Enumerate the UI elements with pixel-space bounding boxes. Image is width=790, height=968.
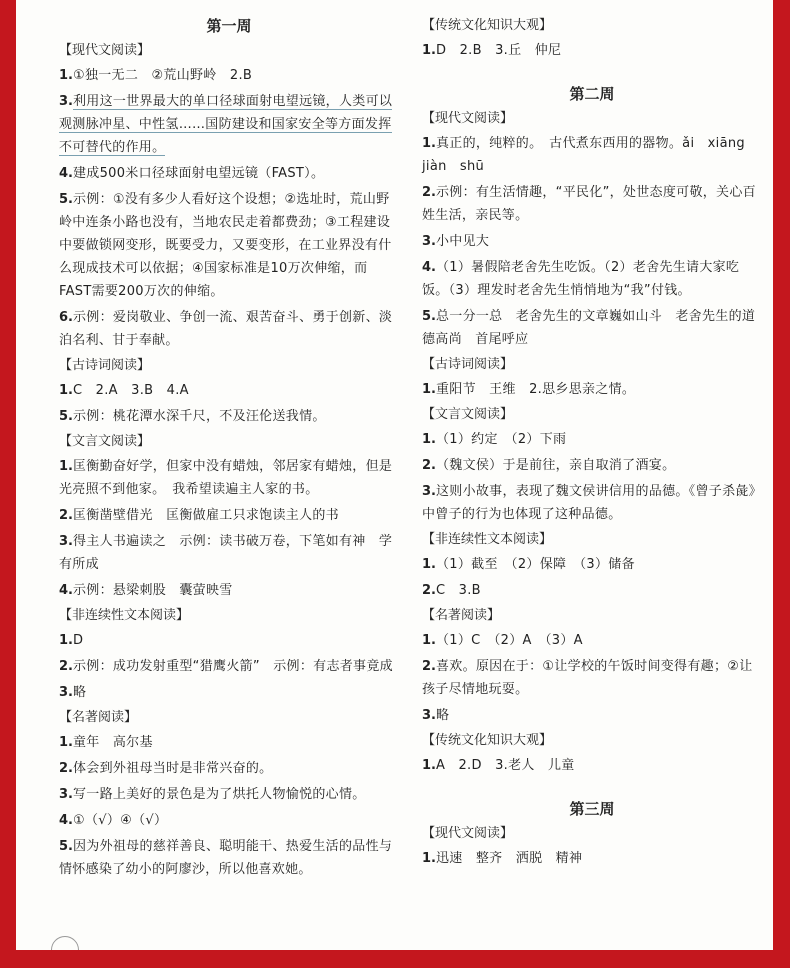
item-number: 1. [422, 382, 436, 397]
answer-item [59, 530, 399, 576]
answer-item [59, 655, 399, 678]
item-text: 这则小故事，表现了魏文侯讲信用的品德。《曾子杀彘》中曾子的行为也体现了这种品德。 [422, 484, 762, 522]
section-heading: 【非连续性文本阅读】 [422, 532, 553, 547]
answer-item [422, 132, 762, 178]
item-number: 1. [59, 735, 73, 750]
item-number: 6. [59, 310, 73, 325]
item-text: 示例：有生活情趣，“平民化”，处世态度可敬，关心百姓生活，亲民等。 [422, 185, 756, 223]
item-number: 1. [59, 633, 73, 648]
item-number: 2. [422, 659, 436, 674]
item-text: 重阳节 王维 2.思乡思亲之情。 [435, 382, 636, 397]
item-text: 利用这一世界最大的单口径球面射电望远镜，人类可以观测脉冲星、中性氢……国防建设和国家安全等方面发挥不可替代的作用。 [59, 94, 393, 155]
section-heading: 【传统文化知识大观】 [422, 733, 553, 748]
item-number: 1. [422, 633, 436, 648]
answer-item [422, 553, 762, 576]
item-number: 1. [422, 136, 436, 151]
item-text: A 2.D 3.老人 儿童 [435, 758, 575, 773]
week3-sections [422, 823, 762, 870]
answer-item [59, 681, 399, 704]
answer-item [422, 428, 762, 451]
right-column [422, 14, 762, 873]
section-heading: 【现代文阅读】 [59, 43, 151, 58]
item-number: 1. [422, 43, 436, 58]
item-number: 2. [59, 508, 73, 523]
item-text: 童年 高尔基 [72, 735, 153, 750]
item-number: 4. [59, 583, 73, 598]
item-number: 5. [59, 409, 73, 424]
answer-item [422, 454, 762, 477]
right-top-sections [422, 15, 762, 62]
section-heading: 【文言文阅读】 [59, 434, 151, 449]
item-text: 示例：①没有多少人看好这个设想；②选址时，荒山野岭中连条小路也没有，当地农民走着都费劲；③工程建设中要做锁网变形，既要受力，又要变形，在工业界没有什么现成技术可以依据；④国家标准是10万次伸缩，而FAST需要200万次的伸缩。 [59, 192, 392, 299]
answer-item [422, 378, 762, 401]
item-number: 2. [422, 583, 436, 598]
item-text: 小中见大 [435, 234, 490, 249]
section-heading: 【古诗词阅读】 [422, 357, 514, 372]
item-number: 5. [422, 309, 436, 324]
answer-item [59, 64, 399, 87]
answer-item [422, 305, 762, 351]
week2-sections [422, 108, 762, 777]
answer-item [59, 783, 399, 806]
section-heading: 【非连续性文本阅读】 [59, 608, 190, 623]
answer-item [422, 39, 762, 62]
item-text: （1）约定 （2）下雨 [435, 432, 567, 447]
answer-item [59, 405, 399, 428]
section-heading: 【传统文化知识大观】 [422, 18, 553, 33]
answer-item [422, 704, 762, 727]
section-heading: 【现代文阅读】 [422, 826, 514, 841]
item-number: 1. [422, 432, 436, 447]
answer-item [422, 655, 762, 701]
page-number-circle [51, 936, 79, 950]
item-number: 3. [422, 234, 436, 249]
answer-item [59, 629, 399, 652]
answer-item [59, 731, 399, 754]
answer-page [16, 0, 773, 950]
answer-item [59, 835, 399, 881]
item-number: 1. [59, 459, 73, 474]
item-text: 体会到外祖母当时是非常兴奋的。 [72, 761, 273, 776]
answer-item [59, 455, 399, 501]
answer-item [59, 379, 399, 402]
section-heading: 【名著阅读】 [422, 608, 501, 623]
answer-item [59, 579, 399, 602]
section-heading: 【现代文阅读】 [422, 111, 514, 126]
item-text: 迅速 整齐 洒脱 精神 [435, 851, 583, 866]
week-title: 第三周 [569, 800, 615, 818]
answer-item [59, 504, 399, 527]
section-heading: 【古诗词阅读】 [59, 358, 151, 373]
item-number: 3. [422, 708, 436, 723]
answer-item [59, 809, 399, 832]
answer-item [422, 480, 762, 526]
item-text: 真正的，纯粹的。 古代煮东西用的器物。ǎi xiāng jiàn shū [422, 136, 759, 174]
item-text: 略 [435, 708, 450, 723]
item-text: （1）暑假陪老舍先生吃饭。（2）老舍先生请大家吃饭。（3）理发时老舍先生悄悄地为“我”付钱。 [422, 260, 740, 298]
item-number: 3. [59, 685, 73, 700]
answer-item [59, 90, 399, 159]
item-text: 总一分一总 老舍先生的文章巍如山斗 老舍先生的道德高尚 首尾呼应 [422, 309, 756, 347]
item-number: 3. [422, 484, 436, 499]
answer-item [422, 754, 762, 777]
item-number: 1. [422, 557, 436, 572]
item-text: 示例：悬梁刺股 囊萤映雪 [72, 583, 233, 598]
answer-item [59, 757, 399, 780]
item-text: 匡衡凿壁借光 匡衡做雇工只求饱读主人的书 [72, 508, 339, 523]
week-title: 第二周 [569, 85, 615, 103]
item-number: 3. [59, 787, 73, 802]
item-text: （魏文侯）于是前往，亲自取消了酒宴。 [435, 458, 676, 473]
section-heading: 【文言文阅读】 [422, 407, 514, 422]
item-text: 示例：爱岗敬业、争创一流、艰苦奋斗、勇于创新、淡泊名利、甘于奉献。 [59, 310, 393, 348]
section-heading: 【名著阅读】 [59, 710, 138, 725]
item-text: ①（√）④（√） [72, 813, 168, 828]
item-number: 1. [59, 68, 73, 83]
item-text: 匡衡勤奋好学，但家中没有蜡烛，邻居家有蜡烛，但是光亮照不到他家。 我希望读遍主人家的书。 [59, 459, 393, 497]
left-column [59, 14, 399, 884]
answer-item [59, 162, 399, 185]
item-number: 1. [59, 383, 73, 398]
item-text: 示例：成功发射重型“猎鹰火箭” 示例：有志者事竟成 [72, 659, 393, 674]
item-text: （1）C （2）A （3）A [435, 633, 583, 648]
item-number: 2. [422, 458, 436, 473]
item-number: 1. [422, 758, 436, 773]
item-number: 4. [59, 813, 73, 828]
item-number: 5. [59, 192, 73, 207]
item-number: 2. [422, 185, 436, 200]
answer-item [422, 847, 762, 870]
item-number: 3. [59, 534, 73, 549]
item-text: 写一路上美好的景色是为了烘托人物愉悦的心情。 [72, 787, 366, 802]
item-text: C 3.B [435, 583, 481, 598]
answer-item [422, 230, 762, 253]
item-text: 建成500米口径球面射电望远镜（FAST）。 [72, 166, 325, 181]
answer-item [422, 256, 762, 302]
item-number: 5. [59, 839, 73, 854]
item-number: 1. [422, 851, 436, 866]
item-number: 3. [59, 94, 73, 109]
item-number: 4. [59, 166, 73, 181]
item-text: D [72, 633, 84, 648]
item-text: 示例：桃花潭水深千尺，不及汪伦送我情。 [72, 409, 326, 424]
item-text: ①独一无二 ②荒山野岭 2.B [72, 68, 253, 83]
item-number: 2. [59, 761, 73, 776]
item-text: C 2.A 3.B 4.A [72, 383, 189, 398]
item-text: 略 [72, 685, 87, 700]
item-number: 4. [422, 260, 436, 275]
item-number: 2. [59, 659, 73, 674]
answer-item [422, 629, 762, 652]
item-text: （1）截至 （2）保障 （3）储备 [435, 557, 635, 572]
item-text: 喜欢。原因在于：①让学校的午饭时间变得有趣；②让孩子尽情地玩耍。 [422, 659, 753, 697]
item-text: 因为外祖母的慈祥善良、聪明能干、热爱生活的品性与情怀感染了幼小的阿廖沙，所以他喜欢她。 [59, 839, 393, 877]
item-text: 得主人书遍读之 示例：读书破万卷，下笔如有神 学有所成 [59, 534, 393, 572]
left-sections [59, 40, 399, 881]
answer-item [422, 181, 762, 227]
week-title: 第一周 [206, 17, 252, 35]
answer-item [59, 306, 399, 352]
answer-item [422, 579, 762, 602]
answer-item [59, 188, 399, 303]
item-text: D 2.B 3.丘 仲尼 [435, 43, 562, 58]
